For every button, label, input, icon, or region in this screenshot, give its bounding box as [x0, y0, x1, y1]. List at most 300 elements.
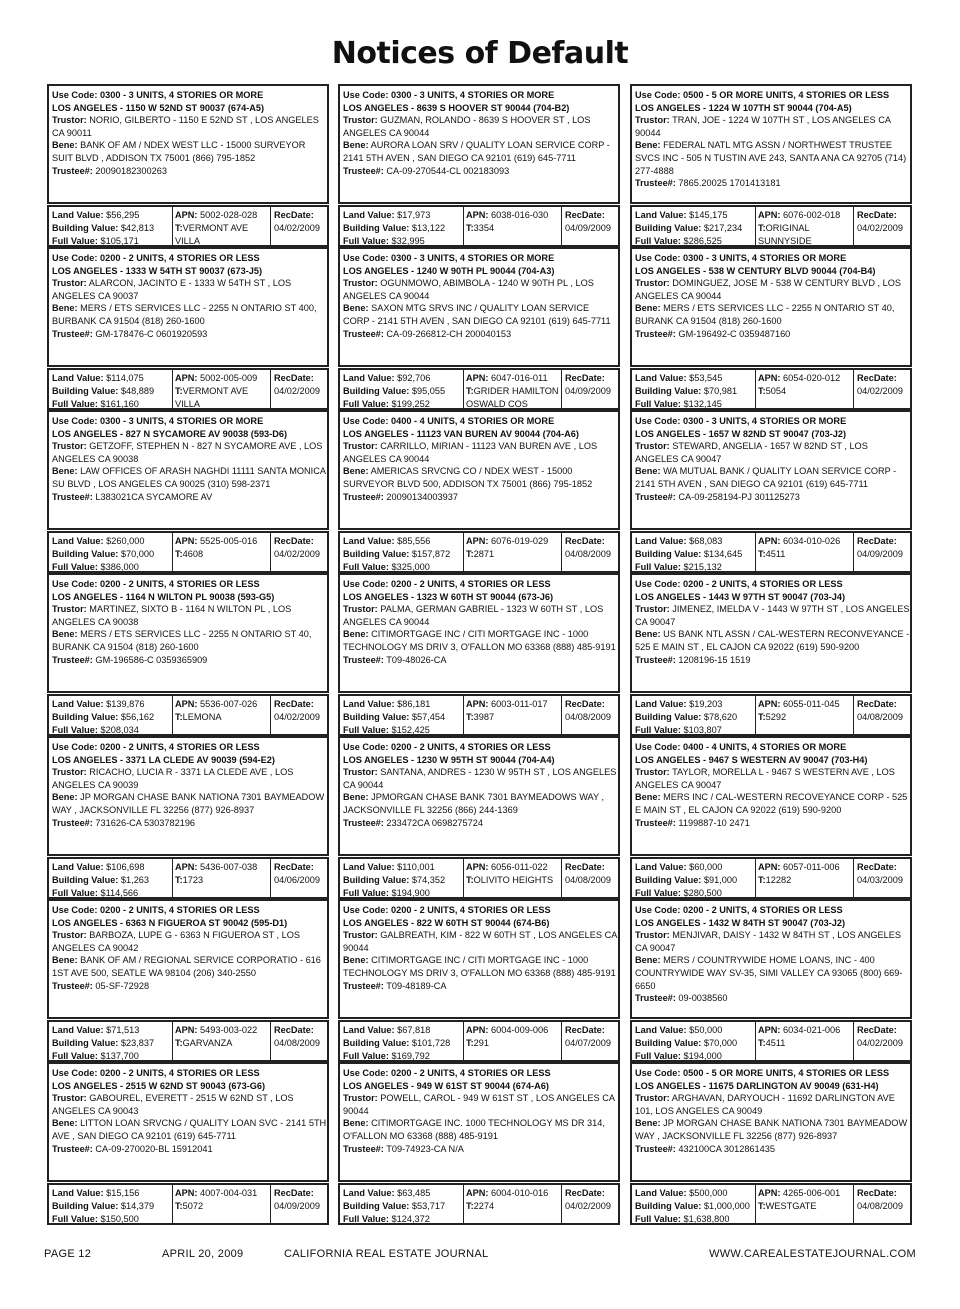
bene-label: Bene: — [635, 1118, 661, 1129]
notice-values — [338, 531, 620, 573]
tract-value: 4511 — [765, 1037, 786, 1048]
recdate-value: 04/02/2009 — [274, 548, 320, 559]
apn-label: APN: — [175, 1188, 198, 1198]
tract-label: T: — [466, 1200, 474, 1211]
bene-label: Bene: — [343, 1118, 369, 1129]
notice-entry — [630, 410, 916, 573]
recdate-value: 04/08/2009 — [857, 711, 903, 722]
trustee-label: Trustee#: — [635, 993, 676, 1004]
trustor-value: GUZMAN, ROLANDO - 8639 S HOOVER ST , LOS ANGELES CA 90044 — [343, 115, 591, 138]
trustee-value: T09-48189-CA — [386, 980, 447, 991]
trustee-label: Trustee#: — [52, 165, 93, 176]
notice-entry — [338, 410, 624, 573]
trustor-value: ALARCON, JACINTO E - 1333 W 54TH ST , LOS ANGELES CA 90037 — [52, 278, 292, 301]
full-value: $215,132 — [683, 561, 722, 572]
trustor-value: BARBOZA, LUPE G - 6363 N FIGUEROA ST , LOS ANGELES CA 90042 — [52, 930, 300, 953]
values-cell — [49, 370, 173, 408]
building-value: $70,000 — [703, 1037, 738, 1048]
notice-entry — [47, 84, 333, 247]
land-value: $15,156 — [106, 1188, 140, 1198]
recdate-cell — [562, 207, 618, 245]
notice-values — [630, 694, 912, 736]
full-value-label: Full Value: — [343, 235, 389, 246]
notice-entry — [630, 573, 916, 736]
recdate-label: RecDate: — [565, 699, 605, 709]
full-value: $132,145 — [683, 398, 722, 409]
tract-value: OLIVITO HEIGHTS — [473, 874, 554, 885]
bene-value: SAXON MTG SRVS INC / QUALITY LOAN SERVICE CORP - 2141 5TH AVEN , SAN DIEGO CA 92101 (619) 645-7711 — [343, 303, 611, 326]
trustor-value: ARGHAVAN, DARYOUCH - 11692 DARLINGTON AVE 101, LOS ANGELES CA 90049 — [635, 1093, 895, 1116]
trustor-label: Trustor: — [343, 441, 378, 452]
tract-label: T: — [175, 711, 183, 722]
recdate-label: RecDate: — [274, 210, 314, 220]
notice-details — [338, 573, 620, 693]
notice-details — [630, 899, 912, 1019]
notice-details — [47, 899, 329, 1019]
apn-label: APN: — [758, 1025, 781, 1035]
notice-details — [630, 573, 912, 693]
property-address: LOS ANGELES - 1164 N WILTON PL 90038 (593-G5) — [52, 591, 275, 602]
bene-label: Bene: — [343, 303, 369, 314]
trustor-label: Trustor: — [52, 930, 87, 941]
tract-label: T: — [758, 1200, 766, 1211]
full-value-label: Full Value: — [52, 561, 98, 572]
notice-details — [338, 1062, 620, 1182]
trustee-label: Trustee#: — [343, 817, 384, 828]
full-value-label: Full Value: — [52, 724, 98, 735]
trustor-value: POWELL, CAROL - 949 W 61ST ST , LOS ANGELES CA 90044 — [343, 1093, 615, 1116]
apn-cell — [756, 533, 854, 571]
property-address: LOS ANGELES - 11123 VAN BUREN AV 90044 (704-A6) — [343, 428, 579, 439]
recdate-label: RecDate: — [565, 536, 605, 546]
recdate-cell — [271, 859, 327, 897]
notice-values — [338, 205, 620, 247]
land-value: $68,083 — [689, 536, 723, 546]
apn-label: APN: — [466, 373, 489, 383]
building-value-label: Building Value: — [343, 548, 410, 559]
bene-value: MERS / ETS SERVICES LLC - 2255 N ONTARIO ST 400, BURBANK CA 91504 (818) 260-1600 — [52, 303, 317, 326]
land-value-label: Land Value: — [343, 536, 395, 546]
bene-value: FEDERAL NATL MTG ASSN / NORTHWEST TRUSTEE SVCS INC - 505 N TUSTIN AVE 243, SANTA ANA CA 92705 (714) 277-4888 — [635, 140, 907, 176]
land-value: $92,706 — [397, 373, 431, 383]
recdate-value: 04/09/2009 — [565, 222, 611, 233]
apn-label: APN: — [175, 1025, 198, 1035]
values-cell — [49, 696, 173, 734]
notice-entry — [338, 84, 624, 247]
apn-label: APN: — [175, 862, 198, 872]
apn-value: 4265-006-001 — [783, 1188, 841, 1198]
trustor-value: OGUNMOWO, ABIMBOLA - 1240 W 90TH PL , LOS ANGELES CA 90044 — [343, 278, 594, 301]
notice-values — [47, 1020, 329, 1062]
apn-value: 6004-010-016 — [491, 1188, 549, 1198]
full-value-label: Full Value: — [52, 887, 98, 898]
apn-cell — [464, 696, 562, 734]
property-address: LOS ANGELES - 949 W 61ST ST 90044 (674-A6) — [343, 1080, 549, 1091]
bene-label: Bene: — [343, 792, 369, 803]
apn-cell — [756, 370, 854, 408]
values-cell — [340, 1185, 464, 1223]
recdate-value: 04/06/2009 — [274, 874, 320, 885]
tract-value: LEMONA — [182, 711, 222, 722]
recdate-cell — [271, 1022, 327, 1060]
trustee-value: 7865.20025 1701413181 — [678, 178, 781, 189]
trustee-label: Trustee#: — [635, 491, 676, 502]
tract-label: T: — [758, 874, 766, 885]
property-address: LOS ANGELES - 9467 S WESTERN AV 90047 (703-H4) — [635, 754, 868, 765]
notice-entry — [47, 736, 333, 899]
trustee-value: 09-0038560 — [678, 993, 728, 1004]
recdate-cell — [562, 370, 618, 408]
trustor-value: PALMA, GERMAN GABRIEL - 1323 W 60TH ST , LOS ANGELES CA 90044 — [343, 604, 604, 627]
apn-cell — [173, 533, 271, 571]
property-address: LOS ANGELES - 1230 W 95TH ST 90044 (704-A4) — [343, 754, 555, 765]
trustee-label: Trustee#: — [52, 980, 93, 991]
notice-entry — [630, 84, 916, 247]
tract-label: T: — [466, 1037, 474, 1048]
use-code: Use Code: 0500 - 5 OR MORE UNITS, 4 STORIES OR LESS — [635, 1068, 890, 1078]
notice-values — [630, 531, 912, 573]
property-address: LOS ANGELES - 1432 W 84TH ST 90047 (703-J2) — [635, 917, 846, 928]
building-value-label: Building Value: — [635, 874, 702, 885]
full-value-label: Full Value: — [635, 398, 681, 409]
building-value-label: Building Value: — [343, 222, 410, 233]
recdate-value: 04/09/2009 — [274, 1200, 320, 1211]
notice-entry — [338, 573, 624, 736]
recdate-label: RecDate: — [274, 373, 314, 383]
notice-values — [338, 368, 620, 410]
property-address: LOS ANGELES - 11675 DARLINGTON AV 90049 (631-H4) — [635, 1080, 879, 1091]
apn-cell — [464, 1022, 562, 1060]
apn-cell — [173, 1022, 271, 1060]
tract-value: 4608 — [182, 548, 204, 559]
apn-value: 5493-003-022 — [200, 1025, 258, 1035]
use-code: Use Code: 0200 - 2 UNITS, 4 STORIES OR LESS — [52, 905, 260, 915]
land-value: $260,000 — [106, 536, 145, 546]
full-value-label: Full Value: — [343, 1213, 389, 1224]
property-address: LOS ANGELES - 1323 W 60TH ST 90044 (673-J6) — [343, 591, 554, 602]
trustor-value: JIMENEZ, IMELDA V - 1443 W 97TH ST , LOS ANGELES CA 90047 — [635, 604, 910, 627]
values-cell — [49, 533, 173, 571]
apn-cell — [173, 696, 271, 734]
notice-values — [630, 1020, 912, 1062]
property-address: LOS ANGELES - 1240 W 90TH PL 90044 (704-A3) — [343, 265, 555, 276]
building-value: $14,379 — [120, 1200, 155, 1211]
building-value: $78,620 — [703, 711, 738, 722]
building-value: $53,717 — [411, 1200, 446, 1211]
building-value-label: Building Value: — [52, 385, 119, 396]
bene-value: WA MUTUAL BANK / QUALITY LOAN SERVICE CORP - 2141 5TH AVEN , SAN DIEGO CA 92101 (619) 645-7711 — [635, 466, 897, 489]
building-value-label: Building Value: — [343, 385, 410, 396]
building-value-label: Building Value: — [635, 222, 702, 233]
trustee-label: Trustee#: — [52, 328, 93, 339]
apn-cell — [756, 1185, 854, 1223]
use-code: Use Code: 0500 - 5 OR MORE UNITS, 4 STORIES OR LESS — [635, 90, 890, 100]
recdate-cell — [854, 533, 910, 571]
full-value-label: Full Value: — [52, 235, 98, 246]
recdate-cell — [854, 1022, 910, 1060]
use-code: Use Code: 0300 - 3 UNITS, 4 STORIES OR MORE — [343, 90, 555, 100]
trustor-label: Trustor: — [343, 767, 378, 778]
full-value-label: Full Value: — [52, 398, 98, 409]
notice-entry — [338, 899, 624, 1062]
values-cell — [340, 533, 464, 571]
bene-value: JP MORGAN CHASE BANK NATIONA 7301 BAYMEADOW WAY , JACKSONVILLE FL 32256 (877) 926-8937 — [52, 792, 325, 815]
recdate-label: RecDate: — [565, 862, 605, 872]
building-value: $95,055 — [411, 385, 446, 396]
full-value: $194,000 — [683, 1050, 722, 1061]
apn-cell — [173, 859, 271, 897]
building-value: $42,813 — [120, 222, 155, 233]
full-value: $114,566 — [100, 887, 139, 898]
notice-details — [338, 84, 620, 204]
notice-entry — [338, 247, 624, 410]
notice-details — [338, 736, 620, 856]
recdate-label: RecDate: — [565, 373, 605, 383]
apn-cell — [756, 207, 854, 245]
apn-value: 6004-009-006 — [491, 1025, 549, 1035]
notice-details — [630, 84, 912, 204]
apn-label: APN: — [466, 536, 489, 546]
bene-label: Bene: — [635, 629, 661, 640]
recdate-cell — [562, 1185, 618, 1223]
recdate-value: 04/02/2009 — [857, 222, 903, 233]
property-address: LOS ANGELES - 538 W CENTURY BLVD 90044 (704-B4) — [635, 265, 876, 276]
trustee-label: Trustee#: — [343, 328, 384, 339]
trustor-value: STEWARD, ANGELIA - 1657 W 82ND ST , LOS ANGELES CA 90047 — [635, 441, 868, 464]
values-cell — [340, 1022, 464, 1060]
footer-url[interactable]: WWW.CAREALESTATEJOURNAL.COM — [709, 1248, 916, 1260]
tract-value: 1723 — [182, 874, 204, 885]
land-value-label: Land Value: — [52, 373, 104, 383]
recdate-value: 04/08/2009 — [565, 874, 611, 885]
full-value: $105,171 — [100, 235, 139, 246]
notice-entry — [338, 1062, 624, 1225]
building-value: $13,122 — [411, 222, 446, 233]
tract-label: T: — [466, 222, 474, 233]
apn-label: APN: — [175, 210, 198, 220]
recdate-label: RecDate: — [565, 1188, 605, 1198]
bene-value: CITIMORTGAGE INC / CITI MORTGAGE INC - 1000 TECHNOLOGY MS DRIV 3, O'FALLON MO 63368 (888) 485-9191 — [343, 629, 616, 652]
apn-cell — [173, 207, 271, 245]
land-value: $53,545 — [689, 373, 723, 383]
notice-entry — [47, 410, 333, 573]
trustor-label: Trustor: — [635, 604, 670, 615]
tract-value: 3354 — [473, 222, 495, 233]
trustee-label: Trustee#: — [52, 654, 93, 665]
building-value: $1,000,000 — [703, 1200, 750, 1211]
building-value-label: Building Value: — [52, 711, 119, 722]
building-value-label: Building Value: — [343, 1200, 410, 1211]
values-cell — [49, 1022, 173, 1060]
trustee-value: GM-196492-C 0359487160 — [678, 328, 791, 339]
tract-label: T: — [758, 385, 766, 396]
land-value-label: Land Value: — [52, 699, 104, 709]
trustee-label: Trustee#: — [343, 980, 384, 991]
notice-details — [630, 736, 912, 856]
recdate-label: RecDate: — [857, 1025, 897, 1035]
recdate-value: 04/08/2009 — [565, 711, 611, 722]
land-value-label: Land Value: — [52, 1188, 104, 1198]
building-value-label: Building Value: — [52, 222, 119, 233]
full-value: $32,995 — [391, 235, 425, 246]
trustee-label: Trustee#: — [635, 328, 676, 339]
trustor-label: Trustor: — [343, 1093, 378, 1104]
building-value-label: Building Value: — [635, 1037, 702, 1048]
notice-details — [47, 1062, 329, 1182]
notice-details — [338, 247, 620, 367]
trustor-label: Trustor: — [52, 441, 87, 452]
recdate-value: 04/03/2009 — [857, 874, 903, 885]
trustee-value: CA-09-270020-BL 15912041 — [95, 1143, 213, 1154]
full-value-label: Full Value: — [635, 1050, 681, 1061]
use-code: Use Code: 0200 - 2 UNITS, 4 STORIES OR LESS — [343, 1068, 551, 1078]
bene-value: JP MORGAN CHASE BANK NATIONA 7301 BAYMEADOW WAY , JACKSONVILLE FL 32256 (877) 926-8937 — [635, 1118, 908, 1141]
notice-entry — [338, 736, 624, 899]
apn-value: 5002-028-028 — [200, 210, 258, 220]
trustor-value: TAYLOR, MORELLA L - 9467 S WESTERN AVE , LOS ANGELES CA 90047 — [635, 767, 895, 790]
trustee-value: GM-178476-C 0601920593 — [95, 328, 208, 339]
full-value-label: Full Value: — [343, 1050, 389, 1061]
full-value-label: Full Value: — [52, 1050, 98, 1061]
full-value-label: Full Value: — [343, 398, 389, 409]
recdate-cell — [854, 207, 910, 245]
apn-label: APN: — [466, 1025, 489, 1035]
apn-label: APN: — [758, 210, 781, 220]
trustee-value: CA-09-270544-CL 002183093 — [386, 165, 510, 176]
trustor-value: DOMINGUEZ, JOSE M - 538 W CENTURY BLVD , LOS ANGELES CA 90044 — [635, 278, 901, 301]
building-value: $57,454 — [411, 711, 446, 722]
land-value: $139,876 — [106, 699, 145, 709]
building-value-label: Building Value: — [343, 1037, 410, 1048]
recdate-cell — [271, 370, 327, 408]
trustor-label: Trustor: — [635, 441, 670, 452]
trustor-value: SANTANA, ANDRES - 1230 W 95TH ST , LOS ANGELES CA 90044 — [343, 767, 617, 790]
notice-details — [47, 410, 329, 530]
land-value-label: Land Value: — [343, 862, 395, 872]
full-value: $386,000 — [100, 561, 139, 572]
bene-label: Bene: — [52, 955, 78, 966]
full-value: $103,807 — [683, 724, 722, 735]
notice-entry — [630, 247, 916, 410]
trustee-label: Trustee#: — [343, 491, 384, 502]
recdate-label: RecDate: — [274, 862, 314, 872]
trustee-label: Trustee#: — [52, 1143, 93, 1154]
land-value-label: Land Value: — [52, 1025, 104, 1035]
land-value-label: Land Value: — [343, 699, 395, 709]
bene-value: BANK OF AM / REGIONAL SERVICE CORPORATIO - 616 1ST AVE 500, SEATLE WA 98104 (206) 340-2550 — [52, 955, 321, 978]
full-value-label: Full Value: — [635, 887, 681, 898]
bene-value: LITTON LOAN SRVCNG / QUALITY LOAN SVC - 2141 5TH AVE , SAN DIEGO CA 92101 (619) 645-7711 — [52, 1118, 327, 1141]
trustor-label: Trustor: — [343, 278, 378, 289]
trustor-value: TRAN, JOE - 1224 W 107TH ST , LOS ANGELES CA 90044 — [635, 115, 891, 138]
apn-value: 5002-005-009 — [200, 373, 258, 383]
apn-value: 6055-011-045 — [783, 699, 840, 709]
trustee-label: Trustee#: — [635, 178, 676, 189]
building-value: $70,981 — [703, 385, 738, 396]
trustee-value: T09-48026-CA — [386, 654, 447, 665]
bene-value: AMERICAS SRVCNG CO / NDEX WEST - 15000 SURVEYOR BLVD 500, ADDISON TX 75001 (866) 795-1852 — [343, 466, 593, 489]
tract-value: 5072 — [182, 1200, 204, 1211]
land-value: $60,000 — [689, 862, 723, 872]
trustee-value: T09-74923-CA N/A — [386, 1143, 464, 1154]
notice-details — [47, 84, 329, 204]
trustee-value: 233472CA 0698275724 — [386, 817, 483, 828]
tract-label: T: — [758, 1037, 766, 1048]
recdate-label: RecDate: — [565, 1025, 605, 1035]
building-value: $101,728 — [411, 1037, 451, 1048]
values-cell — [340, 370, 464, 408]
recdate-value: 04/02/2009 — [274, 711, 320, 722]
recdate-cell — [271, 696, 327, 734]
bene-label: Bene: — [343, 466, 369, 477]
land-value: $71,513 — [106, 1025, 140, 1035]
apn-label: APN: — [175, 536, 198, 546]
apn-label: APN: — [758, 699, 781, 709]
trustor-label: Trustor: — [635, 278, 670, 289]
use-code: Use Code: 0200 - 2 UNITS, 4 STORIES OR LESS — [52, 742, 260, 752]
notice-entry — [630, 736, 916, 899]
recdate-value: 04/07/2009 — [565, 1037, 611, 1048]
apn-label: APN: — [175, 699, 198, 709]
notice-values — [47, 205, 329, 247]
bene-value: MERS / ETS SERVICES LLC - 2255 N ONTARIO ST 40, BURANK CA 91504 (818) 260-1600 — [52, 629, 312, 652]
full-value-label: Full Value: — [52, 1213, 98, 1224]
apn-value: 6038-016-030 — [491, 210, 549, 220]
values-cell — [632, 207, 756, 245]
tract-label: T: — [175, 548, 183, 559]
trustee-label: Trustee#: — [343, 654, 384, 665]
bene-value: JPMORGAN CHASE BANK 7301 BAYMEADOWS WAY , JACKSONVILLE FL 32256 (866) 244-1369 — [343, 792, 605, 815]
property-address: LOS ANGELES - 1657 W 82ND ST 90047 (703-J2) — [635, 428, 847, 439]
full-value: $208,034 — [100, 724, 139, 735]
recdate-cell — [562, 533, 618, 571]
apn-label: APN: — [466, 210, 489, 220]
recdate-cell — [562, 859, 618, 897]
recdate-value: 04/02/2009 — [274, 222, 320, 233]
bene-label: Bene: — [343, 955, 369, 966]
values-cell — [632, 533, 756, 571]
recdate-label: RecDate: — [565, 210, 605, 220]
trustor-label: Trustor: — [635, 767, 670, 778]
use-code: Use Code: 0300 - 3 UNITS, 4 STORIES OR MORE — [343, 253, 555, 263]
recdate-label: RecDate: — [274, 699, 314, 709]
building-value: $91,000 — [703, 874, 738, 885]
apn-cell — [173, 1185, 271, 1223]
apn-value: 6057-011-006 — [783, 862, 840, 872]
full-value: $161,160 — [100, 398, 139, 409]
property-address: LOS ANGELES - 1150 W 52ND ST 90037 (674-A5) — [52, 102, 265, 113]
land-value: $106,698 — [106, 862, 145, 872]
use-code: Use Code: 0200 - 2 UNITS, 4 STORIES OR LESS — [635, 579, 843, 589]
recdate-label: RecDate: — [857, 373, 897, 383]
recdate-label: RecDate: — [857, 210, 897, 220]
recdate-label: RecDate: — [274, 536, 314, 546]
recdate-value: 04/09/2009 — [857, 548, 903, 559]
footer-publication: CALIFORNIA REAL ESTATE JOURNAL — [284, 1248, 489, 1260]
notice-details — [338, 410, 620, 530]
values-cell — [49, 207, 173, 245]
recdate-cell — [854, 859, 910, 897]
use-code: Use Code: 0200 - 2 UNITS, 4 STORIES OR LESS — [635, 905, 843, 915]
tract-value: 3987 — [473, 711, 495, 722]
property-address: LOS ANGELES - 1333 W 54TH ST 90037 (673-J5) — [52, 265, 263, 276]
bene-label: Bene: — [52, 466, 78, 477]
land-value-label: Land Value: — [52, 210, 104, 220]
recdate-cell — [562, 696, 618, 734]
apn-value: 6034-010-026 — [783, 536, 841, 546]
tract-value: 5054 — [765, 385, 787, 396]
notice-values — [338, 1020, 620, 1062]
